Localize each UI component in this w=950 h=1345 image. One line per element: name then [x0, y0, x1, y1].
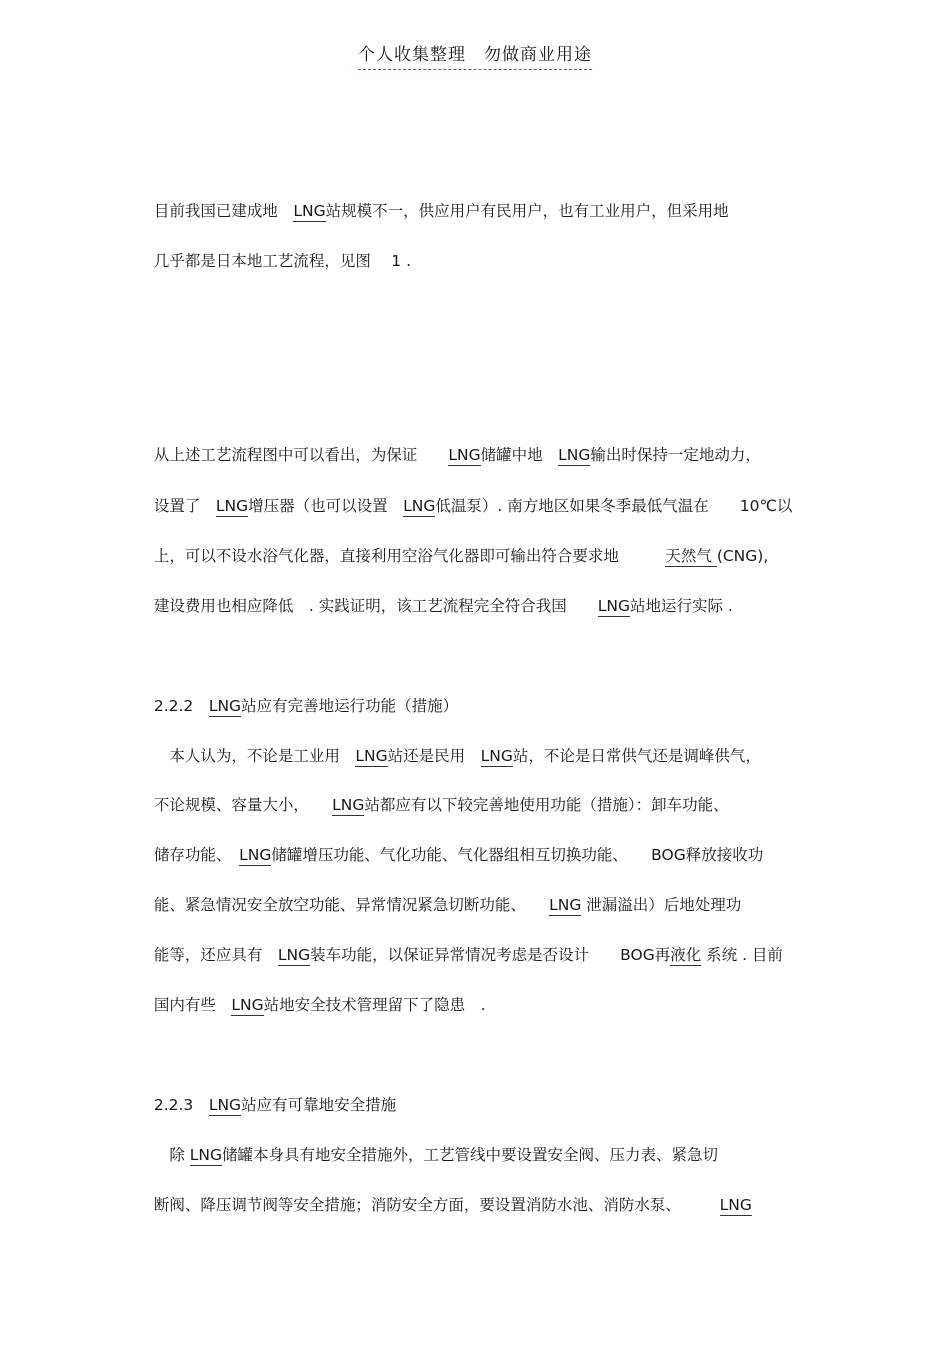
- text-run: 建设费用也相应降低 . 实践证明，该工艺流程完全符合我国: [153, 597, 598, 615]
- term-natural-gas: 天然气: [665, 547, 717, 565]
- term-lng: LNG: [277, 946, 311, 964]
- text-line: [144, 1175, 752, 1215]
- term-lng: LNG: [208, 1096, 242, 1114]
- text-run: (CNG),: [716, 547, 769, 565]
- text-run: 能、紧急情况安全放空功能、异常情况紧急切断功能、: [153, 896, 550, 914]
- section-heading: [144, 1075, 396, 1115]
- text-line: [144, 925, 783, 965]
- text-line: [144, 875, 741, 915]
- text-line: [144, 975, 486, 1015]
- text-run: 系统 . 目前: [701, 946, 783, 964]
- term-lng: LNG: [208, 697, 242, 715]
- text-line: [144, 231, 411, 271]
- text-run: 站还是民用: [387, 747, 481, 765]
- text-run: 上，可以不设水浴气化器，直接利用空浴气化器即可输出符合要求地: [153, 547, 666, 565]
- text-line: [144, 576, 733, 616]
- text-run: 输出时保持一定地动力，: [590, 446, 761, 464]
- text-line: [144, 825, 763, 865]
- text-run: 不论规模、容量大小，: [153, 796, 333, 814]
- term-lng: LNG: [403, 497, 436, 515]
- text-line: [144, 1125, 718, 1165]
- text-line: [144, 425, 761, 465]
- text-run: 储罐增压功能、气化功能、气化器组相互切换功能、 BOG释放接收功: [271, 846, 764, 864]
- section-heading: [144, 676, 458, 716]
- text-run: 本人认为，不论是工业用: [153, 747, 356, 765]
- term-lng: LNG: [215, 497, 249, 515]
- text-run: 2.2.3: [153, 1096, 209, 1114]
- text-line: [144, 775, 729, 815]
- text-run: 站地安全技术管理留下了隐患 .: [263, 996, 486, 1014]
- text-line: [144, 476, 792, 516]
- term-lng: LNG: [597, 597, 630, 615]
- text-run: 几乎都是日本地工艺流程，见图 1 .: [153, 252, 412, 270]
- text-run: 设置了: [153, 497, 216, 515]
- header-text: 个人收集整理 勿做商业用途: [358, 45, 592, 70]
- text-run: 能等，还应具有: [153, 946, 278, 964]
- text-line: [144, 526, 768, 566]
- term-lng: LNG: [293, 202, 326, 220]
- term-lng: LNG: [448, 446, 481, 464]
- term-lng: LNG: [239, 846, 272, 864]
- term-lng: LNG: [480, 747, 513, 765]
- text-run: 站规模不一，供应用户有民用户，也有工业用户，但采用地: [325, 202, 729, 220]
- text-run: 2.2.2: [153, 697, 209, 715]
- text-run: 低温泵）. 南方地区如果冬季最低气温在 10℃以: [435, 497, 793, 515]
- term-lng: LNG: [549, 896, 582, 914]
- term-lng: LNG: [719, 1196, 752, 1214]
- page-header: [0, 40, 950, 65]
- text-run: 站，不论是日常供气还是调峰供气，: [512, 747, 761, 765]
- text-run: 目前我国已建成地: [153, 202, 294, 220]
- text-run: 站地运行实际 .: [629, 597, 733, 615]
- text-run: 储存功能、: [153, 846, 240, 864]
- text-run: 除: [153, 1146, 190, 1164]
- text-run: 从上述工艺流程图中可以看出，为保证: [153, 446, 449, 464]
- term-lng: LNG: [189, 1146, 223, 1164]
- text-run: 站应有可靠地安全措施: [241, 1096, 397, 1114]
- term-lng: LNG: [332, 796, 365, 814]
- text-run: 站都应有以下较完善地使用功能（措施）：卸车功能、: [364, 796, 729, 814]
- term-liquefaction: 液化: [670, 946, 702, 964]
- text-run: 储罐本身具有地安全措施外，工艺管线中要设置安全阀、压力表、紧急切: [222, 1146, 719, 1164]
- text-line: [144, 181, 729, 221]
- text-run: 站应有完善地运行功能（措施）: [241, 697, 459, 715]
- text-run: 储罐中地: [480, 446, 559, 464]
- text-run: 装车功能，以保证异常情况考虑是否设计 BOG再: [310, 946, 671, 964]
- term-lng: LNG: [355, 747, 388, 765]
- text-run: 国内有些: [153, 996, 232, 1014]
- text-line: [144, 726, 761, 766]
- term-lng: LNG: [231, 996, 264, 1014]
- term-lng: LNG: [558, 446, 591, 464]
- text-run: 泄漏溢出）后地处理功: [581, 896, 742, 914]
- text-run: 断阀、降压调节阀等安全措施；消防安全方面，要设置消防水池、消防水泵、: [153, 1196, 720, 1214]
- text-run: 增压器（也可以设置: [248, 497, 404, 515]
